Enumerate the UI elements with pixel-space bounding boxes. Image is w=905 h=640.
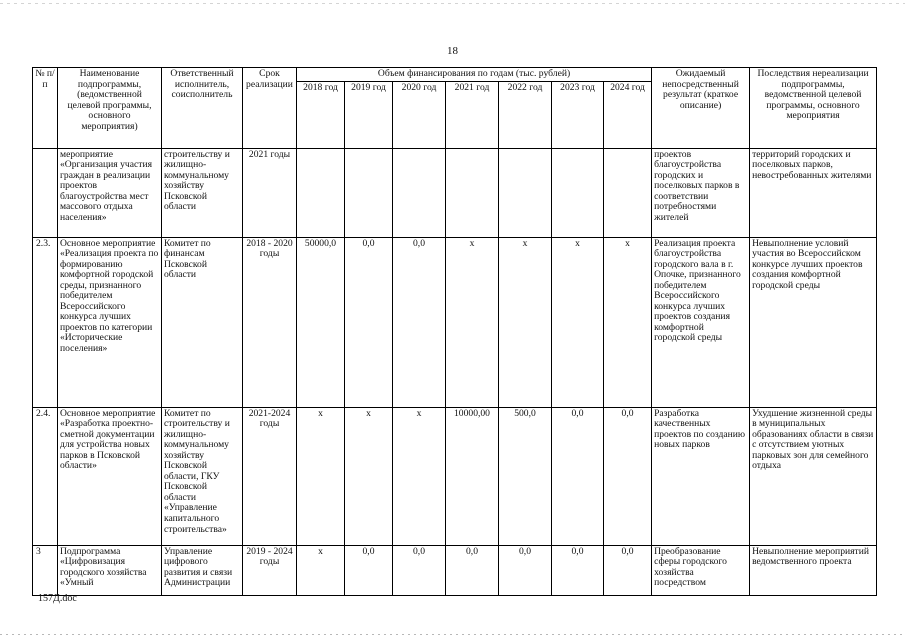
header-financing: Объем финансирования по годам (тыс. рублей) <box>297 68 652 82</box>
row-name: Основное мероприятие «Разработка проектно-сметной документации для устройства новых парков в Псковской области» <box>58 407 162 545</box>
row-consequences: территорий городских и поселковых парков, невостребованных жителями <box>750 148 877 237</box>
value-2024 <box>604 148 652 237</box>
header-responsible: Ответственный исполнитель, соисполнитель <box>162 68 243 149</box>
header-num: № п/п <box>33 68 58 149</box>
value-2024: 0,0 <box>604 545 652 595</box>
value-2024: 0,0 <box>604 407 652 545</box>
value-2018: 50000,0 <box>297 237 345 407</box>
row-number: 2.4. <box>33 407 58 545</box>
row-number: 3 <box>33 545 58 595</box>
row-consequences: Невыполнение мероприятий ведомственного проекта <box>750 545 877 595</box>
value-2018: x <box>297 407 345 545</box>
header-consequences: Последствия нереализации подпрограммы, ведомственной целевой программы, основного мероприятия <box>750 68 877 149</box>
value-2021: x <box>446 237 499 407</box>
value-2022: x <box>499 237 552 407</box>
header-result: Ожидаемый непосредственный результат (краткое описание) <box>652 68 750 149</box>
table-row <box>33 237 877 407</box>
row-responsible: Управление цифрового развития и связи Администрации <box>162 545 243 595</box>
value-2022: 500,0 <box>499 407 552 545</box>
value-2023: x <box>552 237 604 407</box>
value-2023: 0,0 <box>552 407 604 545</box>
value-2019: 0,0 <box>345 545 393 595</box>
value-2023 <box>552 148 604 237</box>
value-2019 <box>345 148 393 237</box>
value-2020: 0,0 <box>393 545 446 595</box>
value-2019: x <box>345 407 393 545</box>
row-number: 2.3. <box>33 237 58 407</box>
header-year-2024: 2024 год <box>604 81 652 148</box>
value-2021: 10000,00 <box>446 407 499 545</box>
value-2018: x <box>297 545 345 595</box>
table-row <box>33 148 877 237</box>
row-result: проектов благоустройства городских и поселковых парков в соответствии потребностями жителей <box>652 148 750 237</box>
scan-edge-bottom <box>0 634 905 635</box>
header-year-2019: 2019 год <box>345 81 393 148</box>
value-2022 <box>499 148 552 237</box>
financing-table <box>32 67 877 596</box>
value-2021: 0,0 <box>446 545 499 595</box>
row-term: 2018 - 2020 годы <box>243 237 297 407</box>
value-2018 <box>297 148 345 237</box>
row-term: 2021 годы <box>243 148 297 237</box>
value-2020: 0,0 <box>393 237 446 407</box>
value-2021 <box>446 148 499 237</box>
value-2020: x <box>393 407 446 545</box>
row-responsible: строительству и жилищно-коммунальному хозяйству Псковской области <box>162 148 243 237</box>
value-2019: 0,0 <box>345 237 393 407</box>
scan-edge-top <box>0 3 905 4</box>
row-result: Преобразование сферы городского хозяйства посредством <box>652 545 750 595</box>
row-name: Подпрограмма «Цифровизация городского хозяйства «Умный <box>58 545 162 595</box>
header-year-2022: 2022 год <box>499 81 552 148</box>
row-term: 2019 - 2024 годы <box>243 545 297 595</box>
header-name: Наименование подпрограммы, (ведомственной целевой программы, основного мероприятия) <box>58 68 162 149</box>
value-2020 <box>393 148 446 237</box>
table-row <box>33 407 877 545</box>
row-name: мероприятие «Организация участия граждан в реализации проектов благоустройства мест массового отдыха населения» <box>58 148 162 237</box>
header-year-2020: 2020 год <box>393 81 446 148</box>
value-2022: 0,0 <box>499 545 552 595</box>
page-number: 18 <box>447 45 458 57</box>
row-responsible: Комитет по строительству и жилищно-коммунальному хозяйству Псковской области, ГКУ Псковской области «Управление капитального строительства» <box>162 407 243 545</box>
row-result: Разработка качественных проектов по созданию новых парков <box>652 407 750 545</box>
header-year-2018: 2018 год <box>297 81 345 148</box>
row-number <box>33 148 58 237</box>
row-result: Реализация проекта благоустройства городского вала в г. Опочке, признанного победителем Всероссийского конкурса лучших проектов создания комфортной городской среды <box>652 237 750 407</box>
table-row <box>33 545 877 595</box>
header-year-2021: 2021 год <box>446 81 499 148</box>
row-term: 2021-2024 годы <box>243 407 297 545</box>
header-term: Срок реализации <box>243 68 297 149</box>
header-year-2023: 2023 год <box>552 81 604 148</box>
row-consequences: Невыполнение условий участия во Всероссийском конкурсе лучших проектов создания комфортной городской среды <box>750 237 877 407</box>
row-name: Основное мероприятие «Реализация проекта по формированию комфортной городской среды, признанного победителем Всероссийского конкурса лучших проектов по категории «Исторические поселения» <box>58 237 162 407</box>
row-responsible: Комитет по финансам Псковской области <box>162 237 243 407</box>
value-2023: 0,0 <box>552 545 604 595</box>
footer-filename: 157Д.doc <box>38 593 77 604</box>
row-consequences: Ухудшение жизненной среды в муниципальных образованиях области в связи с отсутствием уютных парковых зон для семейного отдыха <box>750 407 877 545</box>
value-2024: x <box>604 237 652 407</box>
